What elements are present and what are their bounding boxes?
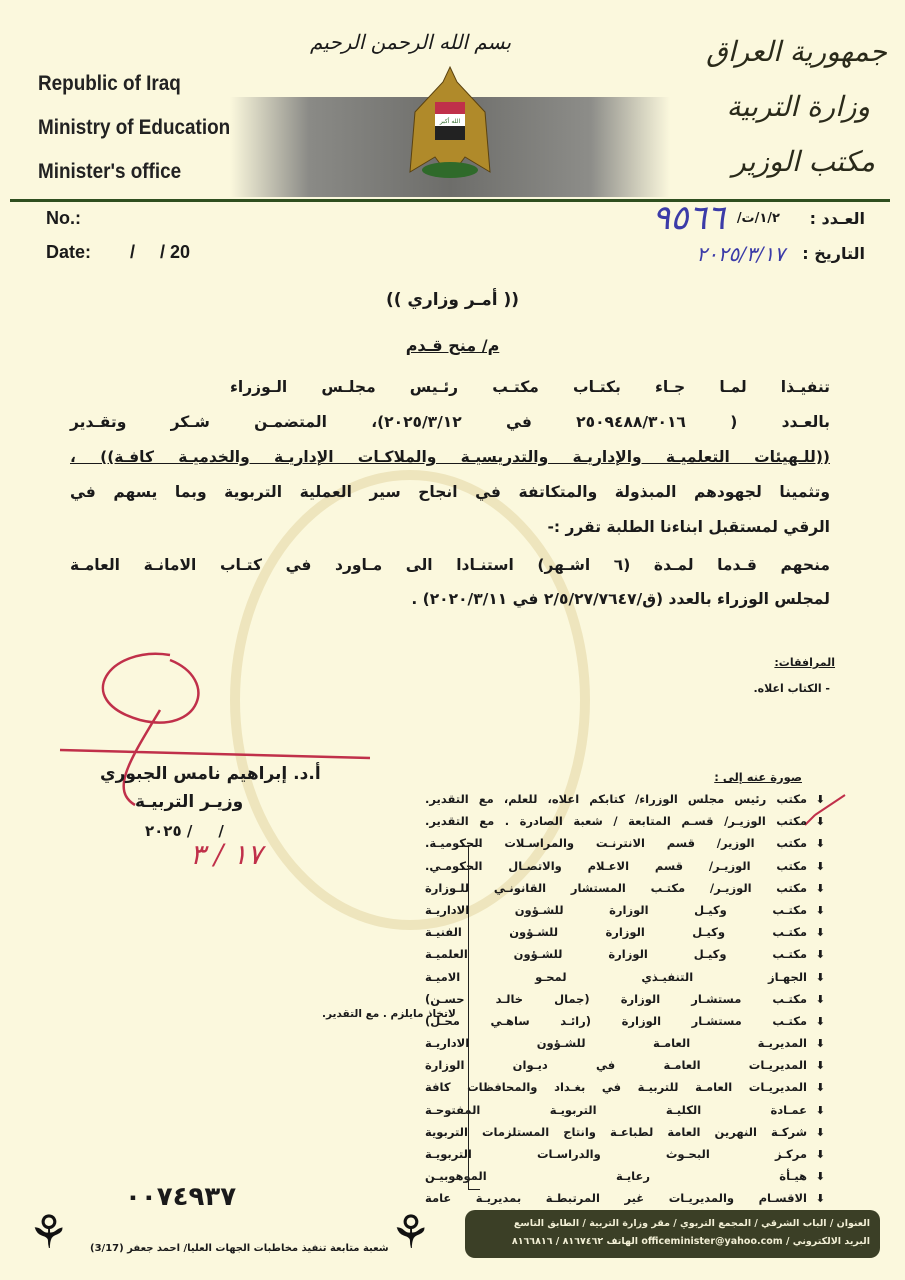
arrow-bullet-icon: ⬇ bbox=[815, 859, 825, 873]
copy-recipient bbox=[425, 788, 825, 810]
arrow-bullet-icon: ⬇ bbox=[815, 1103, 825, 1117]
copy-recipient-text: عمـادة الكليـة التربويـة المفتوحـة bbox=[425, 1102, 807, 1117]
basmala: بسم الله الرحمن الرحيم bbox=[310, 30, 512, 54]
arrow-bullet-icon: ⬇ bbox=[815, 1170, 825, 1184]
arrow-bullet-icon: ⬇ bbox=[815, 881, 825, 895]
copy-recipient bbox=[425, 1143, 825, 1165]
copy-recipient bbox=[425, 855, 825, 877]
arrow-bullet-icon: ⬇ bbox=[815, 815, 825, 829]
copy-recipient bbox=[425, 1121, 825, 1143]
copy-recipient-text: شركـة النهرين العامة لطباعـة وانتاج المستلزمات التربوية bbox=[425, 1124, 807, 1139]
arrow-bullet-icon: ⬇ bbox=[815, 793, 825, 806]
copy-recipient-text: هيـأة رعايـة الموهوبيـن bbox=[425, 1169, 807, 1184]
copy-recipient-text: الجهـاز التنفيـذي لمحـو الاميـة bbox=[425, 969, 807, 984]
body-line-7: لمجلس الوزراء بالعدد (ق/٢/٥/٢٧/٧٦٤٧ في ٢٠٢٠/٣/١١) . bbox=[411, 590, 830, 608]
copy-recipient-text: مكتـب وكيـل الوزارة للشـؤون العلميـة bbox=[425, 947, 807, 962]
copy-recipient bbox=[425, 1165, 825, 1187]
copy-recipient-text: مكتب الوزير/ قسم الانترنـت والمراسـلات الحكوميـة. bbox=[425, 836, 807, 851]
subject: م/ منح قـدم bbox=[405, 336, 500, 355]
copy-recipient bbox=[425, 832, 825, 854]
bracket-note: لاتخاذ مايلزم . مع التقدير. bbox=[322, 1008, 456, 1020]
ministry-logo-icon-2: ⚘ bbox=[390, 1205, 432, 1259]
copy-recipient-text: مكتب رئيس مجلس الوزراء/ كتابكم اعلاه، للعلم، مع التقدير. bbox=[425, 792, 807, 806]
copy-recipient-text: المديريـة العامـة للشـؤون الاداريـة bbox=[425, 1036, 807, 1051]
ar-office: مكتب الوزير bbox=[732, 145, 875, 178]
arrow-bullet-icon: ⬇ bbox=[815, 948, 825, 962]
copy-recipient bbox=[425, 899, 825, 921]
copy-recipient-text: المديريـات العامـة في ديـوان الوزارة bbox=[425, 1058, 807, 1073]
body-line-1: تنفيـذا لمـا جـاء بكتـاب مكتـب رئـيس مجلـس الـوزراء bbox=[230, 378, 830, 396]
iraq-eagle-emblem bbox=[405, 62, 495, 182]
ar-no-label: العـدد : bbox=[809, 209, 865, 228]
copy-recipient bbox=[425, 943, 825, 965]
copy-recipient-text: مكتـب وكيـل الوزارة للشـؤون الاداريـة bbox=[425, 902, 807, 917]
ar-republic: جمهورية العراق bbox=[706, 35, 887, 68]
minister-name: أ.د. إبراهيم نامس الجبوري bbox=[100, 764, 321, 784]
ministry-logo-icon: ⚘ bbox=[28, 1205, 70, 1259]
order-title: (( أمـر وزاري )) bbox=[385, 290, 520, 310]
footer-contact: البريد الالكتروني / officeminister@yahoo.com الهاتف ٨١٦٧٤٦٢ / ٨١٦٦٨١٦ bbox=[511, 1236, 870, 1247]
arrow-bullet-icon: ⬇ bbox=[815, 1059, 825, 1073]
copy-recipient bbox=[425, 877, 825, 899]
copy-recipient bbox=[425, 966, 825, 988]
copies-bracket bbox=[468, 845, 480, 1190]
copy-recipient bbox=[425, 1099, 825, 1121]
header-rule bbox=[10, 199, 890, 202]
serial-number: ٠٠٧٤٩٣٧ bbox=[125, 1182, 237, 1212]
ar-no-handwritten: ٩٥٦٦ bbox=[651, 198, 725, 238]
copy-recipient-text: المديريـات العامـة للتربيـة في بغـداد والمحافظات كافة bbox=[425, 1080, 807, 1095]
arrow-bullet-icon: ⬇ bbox=[815, 1192, 825, 1206]
arrow-bullet-icon: ⬇ bbox=[815, 926, 825, 940]
arrow-bullet-icon: ⬇ bbox=[815, 1014, 825, 1028]
arrow-bullet-icon: ⬇ bbox=[815, 903, 825, 917]
arrow-bullet-icon: ⬇ bbox=[815, 1037, 825, 1051]
arrow-bullet-icon: ⬇ bbox=[815, 970, 825, 984]
arrow-bullet-icon: ⬇ bbox=[815, 1125, 825, 1139]
footer-address: العنوان / الباب الشرقي / المجمع التربوي / مقر وزارة التربية / الطابق التاسع bbox=[513, 1218, 870, 1229]
signature-date: / / ٢٠٢٥ bbox=[145, 822, 224, 840]
copy-recipient bbox=[425, 921, 825, 943]
copy-recipient-text: مكتـب مستشـار الوزارة (جمال خالـد حسـن) bbox=[425, 991, 807, 1006]
body-line-2: بالعـدد ( ٢٥٠٩٤٨٨/٣٠١٦ في ٢٠٢٥/٣/١٢)، المتضمـن شـكر وتقـدير bbox=[70, 413, 830, 431]
attachment-item: - الكتاب اعلاه. bbox=[753, 682, 830, 695]
no-label: No.: bbox=[46, 208, 81, 228]
copy-recipient-text: الاقسـام والمديريـات غير المرتبطـة بمديريـة عامة bbox=[425, 1191, 807, 1206]
republic-label: Republic of Iraq bbox=[38, 72, 181, 95]
arrow-bullet-icon: ⬇ bbox=[815, 1081, 825, 1095]
arrow-bullet-icon: ⬇ bbox=[815, 992, 825, 1006]
office-label: Minister's office bbox=[38, 160, 182, 183]
copy-recipient bbox=[425, 1187, 825, 1209]
followup-note: شعبة متابعة تنفيذ مخاطبات الجهات العليا/ احمد جعفر (3/17) bbox=[90, 1243, 389, 1254]
minister-title: وزيـر التربيـة bbox=[135, 792, 244, 812]
copy-recipient bbox=[425, 1054, 825, 1076]
copies-list bbox=[425, 788, 825, 1210]
copy-recipient bbox=[425, 1010, 825, 1032]
body-line-4: وتثمينا لجهودهم المبذولة والمتكاتفة في انجاح سير العملية التربوية وبما يسهم في bbox=[70, 483, 830, 501]
date-blank: / / 20 bbox=[130, 242, 191, 262]
ar-date-handwritten: ٢٠٢٥/٣/١٧ bbox=[696, 242, 785, 266]
date-label: Date: bbox=[46, 242, 92, 262]
copy-recipient bbox=[425, 1076, 825, 1098]
body-line-5: الرقي لمستقبل ابناءنا الطلبة تقرر :- bbox=[547, 518, 830, 536]
body-line-3: ((للـهيئات التعلميـة والإداريـة والتدريسيـة والملاكـات الإداريـة والخدميـة كافـة)) ، bbox=[70, 448, 830, 466]
arrow-bullet-icon: ⬇ bbox=[815, 837, 825, 851]
copy-recipient-text: مكتـب وكيـل الوزارة للشـؤون الفنيـة bbox=[425, 925, 807, 940]
signature-handwritten-date: ١٧ / ٣ bbox=[190, 838, 263, 871]
body-line-6: منحهم قـدما لمـدة (٦ اشـهر) استنـادا الى مـاورد في كتـاب الامانـة العامـة bbox=[70, 556, 830, 574]
minister-signature bbox=[50, 640, 380, 810]
copy-recipient-text: مكتب الوزيـر/ قسـم المتابعة / شعبة الصادرة . مع التقدير. bbox=[425, 814, 807, 829]
copy-recipient bbox=[425, 810, 825, 832]
attachments-label: المرافقات: bbox=[774, 656, 835, 669]
ar-date-label: التاريخ : bbox=[802, 244, 865, 263]
copy-recipient bbox=[425, 1032, 825, 1054]
copy-recipient-text: مركـز البحـوث والدراسـات التربويـة bbox=[425, 1147, 807, 1161]
copy-recipient-text: مكتـب مستشـار الوزارة (رائـد ساهـي محـل) bbox=[425, 1013, 807, 1028]
emblem-text: الله أكبر bbox=[439, 118, 461, 125]
copy-recipient-text: مكتب الوزيـر/ قسم الاعـلام والاتصـال الحكومـي. bbox=[425, 858, 807, 873]
copy-recipient bbox=[425, 988, 825, 1010]
ministry-label: Ministry of Education bbox=[38, 116, 231, 139]
ar-no-prefix: ١/٢/ت/ bbox=[736, 211, 780, 226]
arrow-bullet-icon: ⬇ bbox=[815, 1148, 825, 1161]
footer-address-box bbox=[465, 1210, 880, 1258]
ar-ministry: وزارة التربية bbox=[726, 90, 870, 123]
copies-label: صورة عنه إلى : bbox=[714, 770, 802, 784]
copy-recipient-text: مكتب الوزيـر/ مكتـب المستشار القانونـي للـوزارة bbox=[425, 880, 807, 895]
